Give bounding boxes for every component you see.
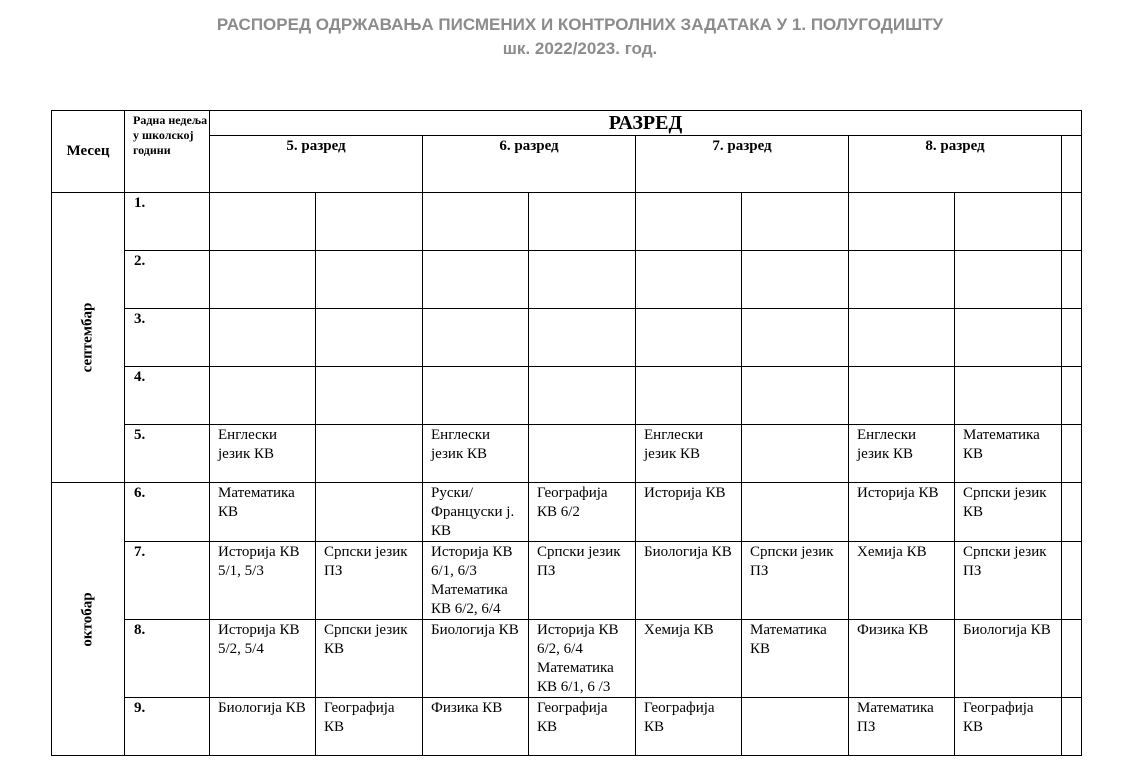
month-september — [52, 193, 125, 483]
schedule-cell: Руски/Француски ј. КВ — [423, 483, 529, 542]
week-number: 1. — [125, 193, 210, 251]
schedule-cell — [955, 251, 1062, 309]
schedule-cell — [210, 251, 316, 309]
schedule-cell: Историја КВ 6/1, 6/3 Математика КВ 6/2, 6/4 — [423, 542, 529, 620]
schedule-cell — [742, 193, 849, 251]
blank-cell — [1062, 542, 1082, 620]
schedule-cell — [849, 367, 955, 425]
schedule-cell — [742, 698, 849, 756]
week-number: 9. — [125, 698, 210, 756]
schedule-cell: Географија КВ — [636, 698, 742, 756]
schedule-cell: Историја КВ 5/1, 5/3 — [210, 542, 316, 620]
schedule-cell — [742, 309, 849, 367]
schedule-cell: Хемија КВ — [849, 542, 955, 620]
schedule-cell — [849, 251, 955, 309]
schedule-cell — [423, 309, 529, 367]
schedule-cell — [636, 193, 742, 251]
schedule-cell — [636, 309, 742, 367]
schedule-cell: Биологија КВ — [636, 542, 742, 620]
week-number: 5. — [125, 425, 210, 483]
week-number: 3. — [125, 309, 210, 367]
table-row — [52, 425, 1082, 483]
schedule-cell: Математика КВ — [210, 483, 316, 542]
schedule-cell: Српски језик ПЗ — [316, 542, 423, 620]
blank-cell — [1062, 425, 1082, 483]
schedule-cell — [529, 251, 636, 309]
schedule-cell: Српски језик ПЗ — [529, 542, 636, 620]
schedule-cell — [849, 309, 955, 367]
schedule-cell — [210, 367, 316, 425]
schedule-cell: Математика ПЗ — [849, 698, 955, 756]
header-grade-7: 7. разред — [636, 136, 849, 193]
schedule-cell — [423, 193, 529, 251]
schedule-cell: Географија КВ — [529, 698, 636, 756]
schedule-cell: Биологија КВ — [955, 620, 1062, 698]
schedule-cell — [636, 251, 742, 309]
schedule-cell: Географија КВ — [316, 698, 423, 756]
week-number: 4. — [125, 367, 210, 425]
schedule-cell — [316, 425, 423, 483]
schedule-cell — [316, 251, 423, 309]
subtitle-line: шк. 2022/2023. год. — [502, 39, 658, 58]
schedule-cell — [423, 367, 529, 425]
blank-cell — [1062, 483, 1082, 542]
table-row — [52, 251, 1082, 309]
schedule-cell: Енглески језик КВ — [636, 425, 742, 483]
table-row — [52, 367, 1082, 425]
table-row — [52, 483, 1082, 542]
table-row — [52, 193, 1082, 251]
header-blank — [1062, 136, 1082, 193]
schedule-cell — [742, 425, 849, 483]
week-number: 7. — [125, 542, 210, 620]
header-grade-6: 6. разред — [423, 136, 636, 193]
schedule-cell — [742, 483, 849, 542]
schedule-cell — [316, 483, 423, 542]
header-week: Радна недеља у школској години — [125, 111, 210, 193]
header-razred: РАЗРЕД — [210, 111, 1082, 136]
page-title — [0, 13, 1126, 61]
blank-cell — [1062, 698, 1082, 756]
blank-cell — [1062, 251, 1082, 309]
schedule-cell: Историја КВ 6/2, 6/4 Математика КВ 6/1, 6 /3 — [529, 620, 636, 698]
schedule-cell — [316, 309, 423, 367]
blank-cell — [1062, 309, 1082, 367]
table-row — [52, 309, 1082, 367]
schedule-cell — [423, 251, 529, 309]
week-number: 2. — [125, 251, 210, 309]
table-row — [52, 620, 1082, 698]
header-row — [52, 111, 1082, 136]
schedule-cell — [955, 367, 1062, 425]
schedule-cell — [955, 309, 1062, 367]
schedule-cell: Математика КВ — [955, 425, 1062, 483]
schedule-cell: Енглески језик КВ — [849, 425, 955, 483]
schedule-cell — [316, 193, 423, 251]
schedule-cell — [636, 367, 742, 425]
title-line: РАСПОРЕД ОДРЖАВАЊА ПИСМЕНИХ И КОНТРОЛНИХ ЗАДАТАКА У 1. ПОЛУГОДИШТУ — [216, 15, 944, 34]
month-label: септембар — [79, 302, 96, 373]
schedule-cell: Биологија КВ — [423, 620, 529, 698]
schedule-cell: Физика КВ — [423, 698, 529, 756]
header-grade-8: 8. разред — [849, 136, 1062, 193]
schedule-cell: Српски језик ПЗ — [955, 542, 1062, 620]
schedule-cell — [955, 193, 1062, 251]
schedule-table — [51, 110, 1082, 756]
header-grade-5: 5. разред — [210, 136, 423, 193]
blank-cell — [1062, 367, 1082, 425]
schedule-cell — [529, 367, 636, 425]
schedule-cell: Историја КВ — [849, 483, 955, 542]
header-month: Месец — [52, 111, 125, 193]
month-label: октобар — [79, 591, 96, 647]
schedule-cell: Енглески језик КВ — [210, 425, 316, 483]
schedule-cell: Физика КВ — [849, 620, 955, 698]
blank-cell — [1062, 193, 1082, 251]
blank-cell — [1062, 620, 1082, 698]
schedule-cell: Математика КВ — [742, 620, 849, 698]
schedule-cell — [742, 367, 849, 425]
table-row — [52, 542, 1082, 620]
schedule-cell — [316, 367, 423, 425]
schedule-cell — [849, 193, 955, 251]
table-row — [52, 698, 1082, 756]
schedule-cell — [529, 309, 636, 367]
schedule-cell: Географија КВ 6/2 — [529, 483, 636, 542]
schedule-cell: Српски језик ПЗ — [742, 542, 849, 620]
schedule-cell — [210, 193, 316, 251]
schedule-cell: Историја КВ — [636, 483, 742, 542]
schedule-cell — [529, 193, 636, 251]
month-october — [52, 483, 125, 756]
week-number: 8. — [125, 620, 210, 698]
schedule-cell — [210, 309, 316, 367]
week-number: 6. — [125, 483, 210, 542]
schedule-cell: Хемија КВ — [636, 620, 742, 698]
schedule-cell: Биологија КВ — [210, 698, 316, 756]
schedule-cell: Српски језик КВ — [955, 483, 1062, 542]
schedule-cell: Српски језик КВ — [316, 620, 423, 698]
schedule-cell: Географија КВ — [955, 698, 1062, 756]
schedule-cell — [742, 251, 849, 309]
schedule-cell: Енглески језик КВ — [423, 425, 529, 483]
schedule-cell: Историја КВ 5/2, 5/4 — [210, 620, 316, 698]
schedule-cell — [529, 425, 636, 483]
